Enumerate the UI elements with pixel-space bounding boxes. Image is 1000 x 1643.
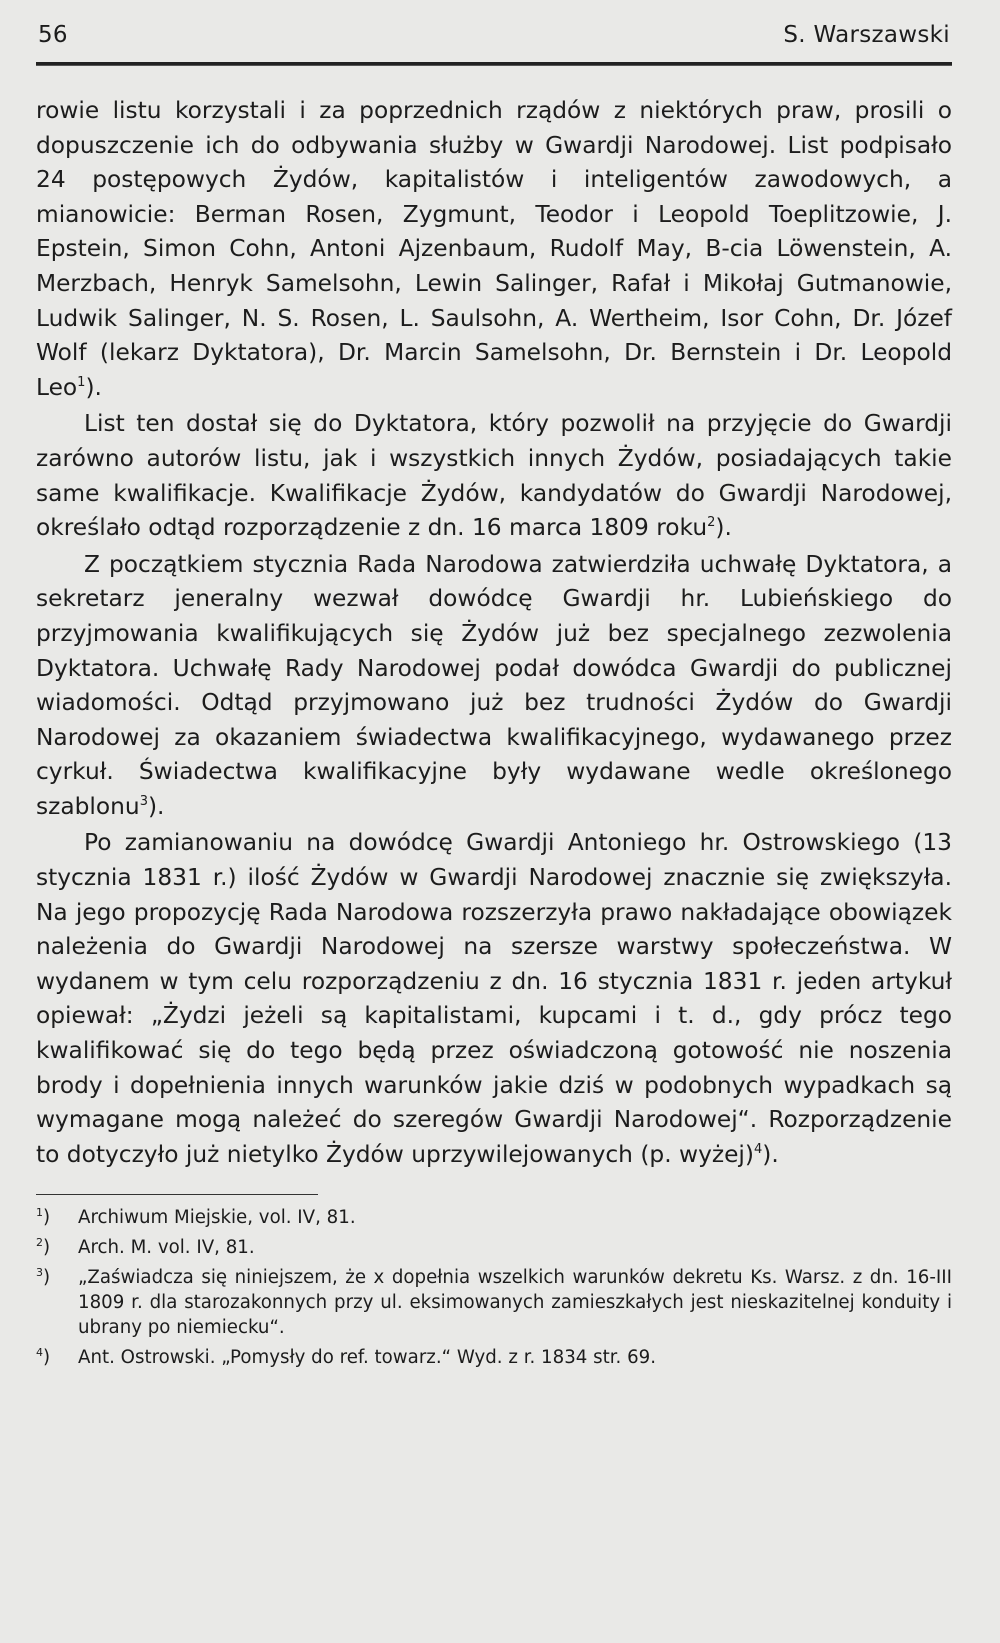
footnote-mark: $^3$) bbox=[36, 1266, 51, 1289]
page-header bbox=[36, 22, 952, 58]
footnote-mark: $^2$) bbox=[36, 1236, 51, 1259]
footnote-1 bbox=[36, 1205, 952, 1230]
footnote-ref-1[interactable]: 1 bbox=[77, 374, 86, 390]
footnote-text: „Zaświadcza się niniejszem, że x dopełnia wszelkich warunków dekretu Ks. Warsz. z dn. 16-III 1809 r. dla starozakonnych przy ul. eksimowanych zamieszkałych jest nieskazitelnej konduity i ubrany po niemiecku“. bbox=[78, 1267, 952, 1339]
footnotes bbox=[36, 1205, 952, 1370]
paragraph-4: Po zamianowaniu na dowódcę Gwardji Antoniego hr. Ostrowskiego (13 stycznia 1831 r.) ilość Żydów w Gwardji Narodowej znacznie się zwiększyła. Na jego propozycję Rada Narodowa rozszerzyła prawo nakładające obowiązek należenia do Gwardji Narodowej na szersze warstwy społeczeństwa. W wydanem w tym celu rozporządzeniu z dn. 16 stycznia 1831 r. jeden artykuł opiewał: „Żydzi jeżeli są kapitalistami, kupcami i t. d., gdy prócz tego kwalifikować się do tego będą przez oświadczoną gotowość nie noszenia brody i dopełnienia innych warunków jakie dziś w podobnych wypadkach są wymagane mogą należeć do szeregów Gwardji Narodowej“. Rozporządzenie to dotyczyło już nietylko Żydów uprzywilejowanych (p. wyżej)$^4$). bbox=[36, 829, 952, 1168]
footnote-text: Archiwum Miejskie, vol. IV, 81. bbox=[78, 1207, 356, 1229]
footnote-4 bbox=[36, 1345, 952, 1370]
main-text bbox=[36, 94, 952, 1172]
footnote-ref-4[interactable]: 4 bbox=[753, 1142, 763, 1158]
paragraph-2: List ten dostał się do Dyktatora, który pozwolił na przyjęcie do Gwardji zarówno autorów listu, jak i wszystkich innych Żydów, posiadających takie same kwalifikacje. Kwalifikacje Żydów, kandydatów do Gwardji Narodowej, określało odtąd rozporządzenie z dn. 16 marca 1809 roku$^2$). bbox=[36, 410, 952, 542]
paragraph-1: rowie listu korzystali i za poprzednich rządów z niektórych praw, prosili o dopuszczenie ich do odbywania służby w Gwardji Narodowej. List podpisało 24 postępowych Żydów, kapitalistów i inteligentów zawodowych, a mianowicie: Berman Rosen, Zygmunt, Teodor i Leopold Toeplitzowie, J. Epstein, Simon Cohn, Antoni Ajzenbaum, Rudolf May, B-cia Löwenstein, A. Merzbach, Henryk Samelsohn, Lewin Salinger, Rafał i Mikołaj Gutmanowie, Ludwik Salinger, N. S. Rosen, L. Saulsohn, A. Wertheim, Isor Cohn, Dr. Józef Wolf (lekarz Dyktatora), Dr. Marcin Samelsohn, Dr. Bernstein i Dr. Leopold Leo$^1$). bbox=[36, 97, 952, 401]
footnote-text: Arch. M. vol. IV, 81. bbox=[78, 1237, 255, 1259]
header-rule bbox=[36, 62, 952, 66]
footnote-mark: $^1$) bbox=[36, 1206, 51, 1229]
footnote-3 bbox=[36, 1265, 952, 1340]
footnote-mark: $^4$) bbox=[36, 1346, 51, 1369]
paragraph-3: Z początkiem stycznia Rada Narodowa zatwierdziła uchwałę Dyktatora, a sekretarz jeneralny wezwał dowódcę Gwardji hr. Lubieńskiego do przyjmowania kwalifikujących się Żydów już bez specjalnego zezwolenia Dyktatora. Uchwałę Rady Narodowej podał dowódca Gwardji do publicznej wiadomości. Odtąd przyjmowano już bez trudności Żydów do Gwardji Narodowej za okazaniem świadectwa kwalifikacyjnego, wydawanego przez cyrkuł. Świadectwa kwalifikacyjne były wydawane wedle określonego szablonu$^3$). bbox=[36, 550, 952, 820]
footnote-ref-2[interactable]: 2 bbox=[707, 515, 716, 531]
footnote-text: Ant. Ostrowski. „Pomysły do ref. towarz.“ Wyd. z r. 1834 str. 69. bbox=[78, 1347, 657, 1369]
page-number: 56 bbox=[38, 22, 68, 48]
footnote-2 bbox=[36, 1235, 952, 1260]
running-head: S. Warszawski bbox=[783, 22, 950, 48]
footnote-ref-3[interactable]: 3 bbox=[139, 794, 148, 810]
footnote-rule bbox=[36, 1194, 318, 1195]
